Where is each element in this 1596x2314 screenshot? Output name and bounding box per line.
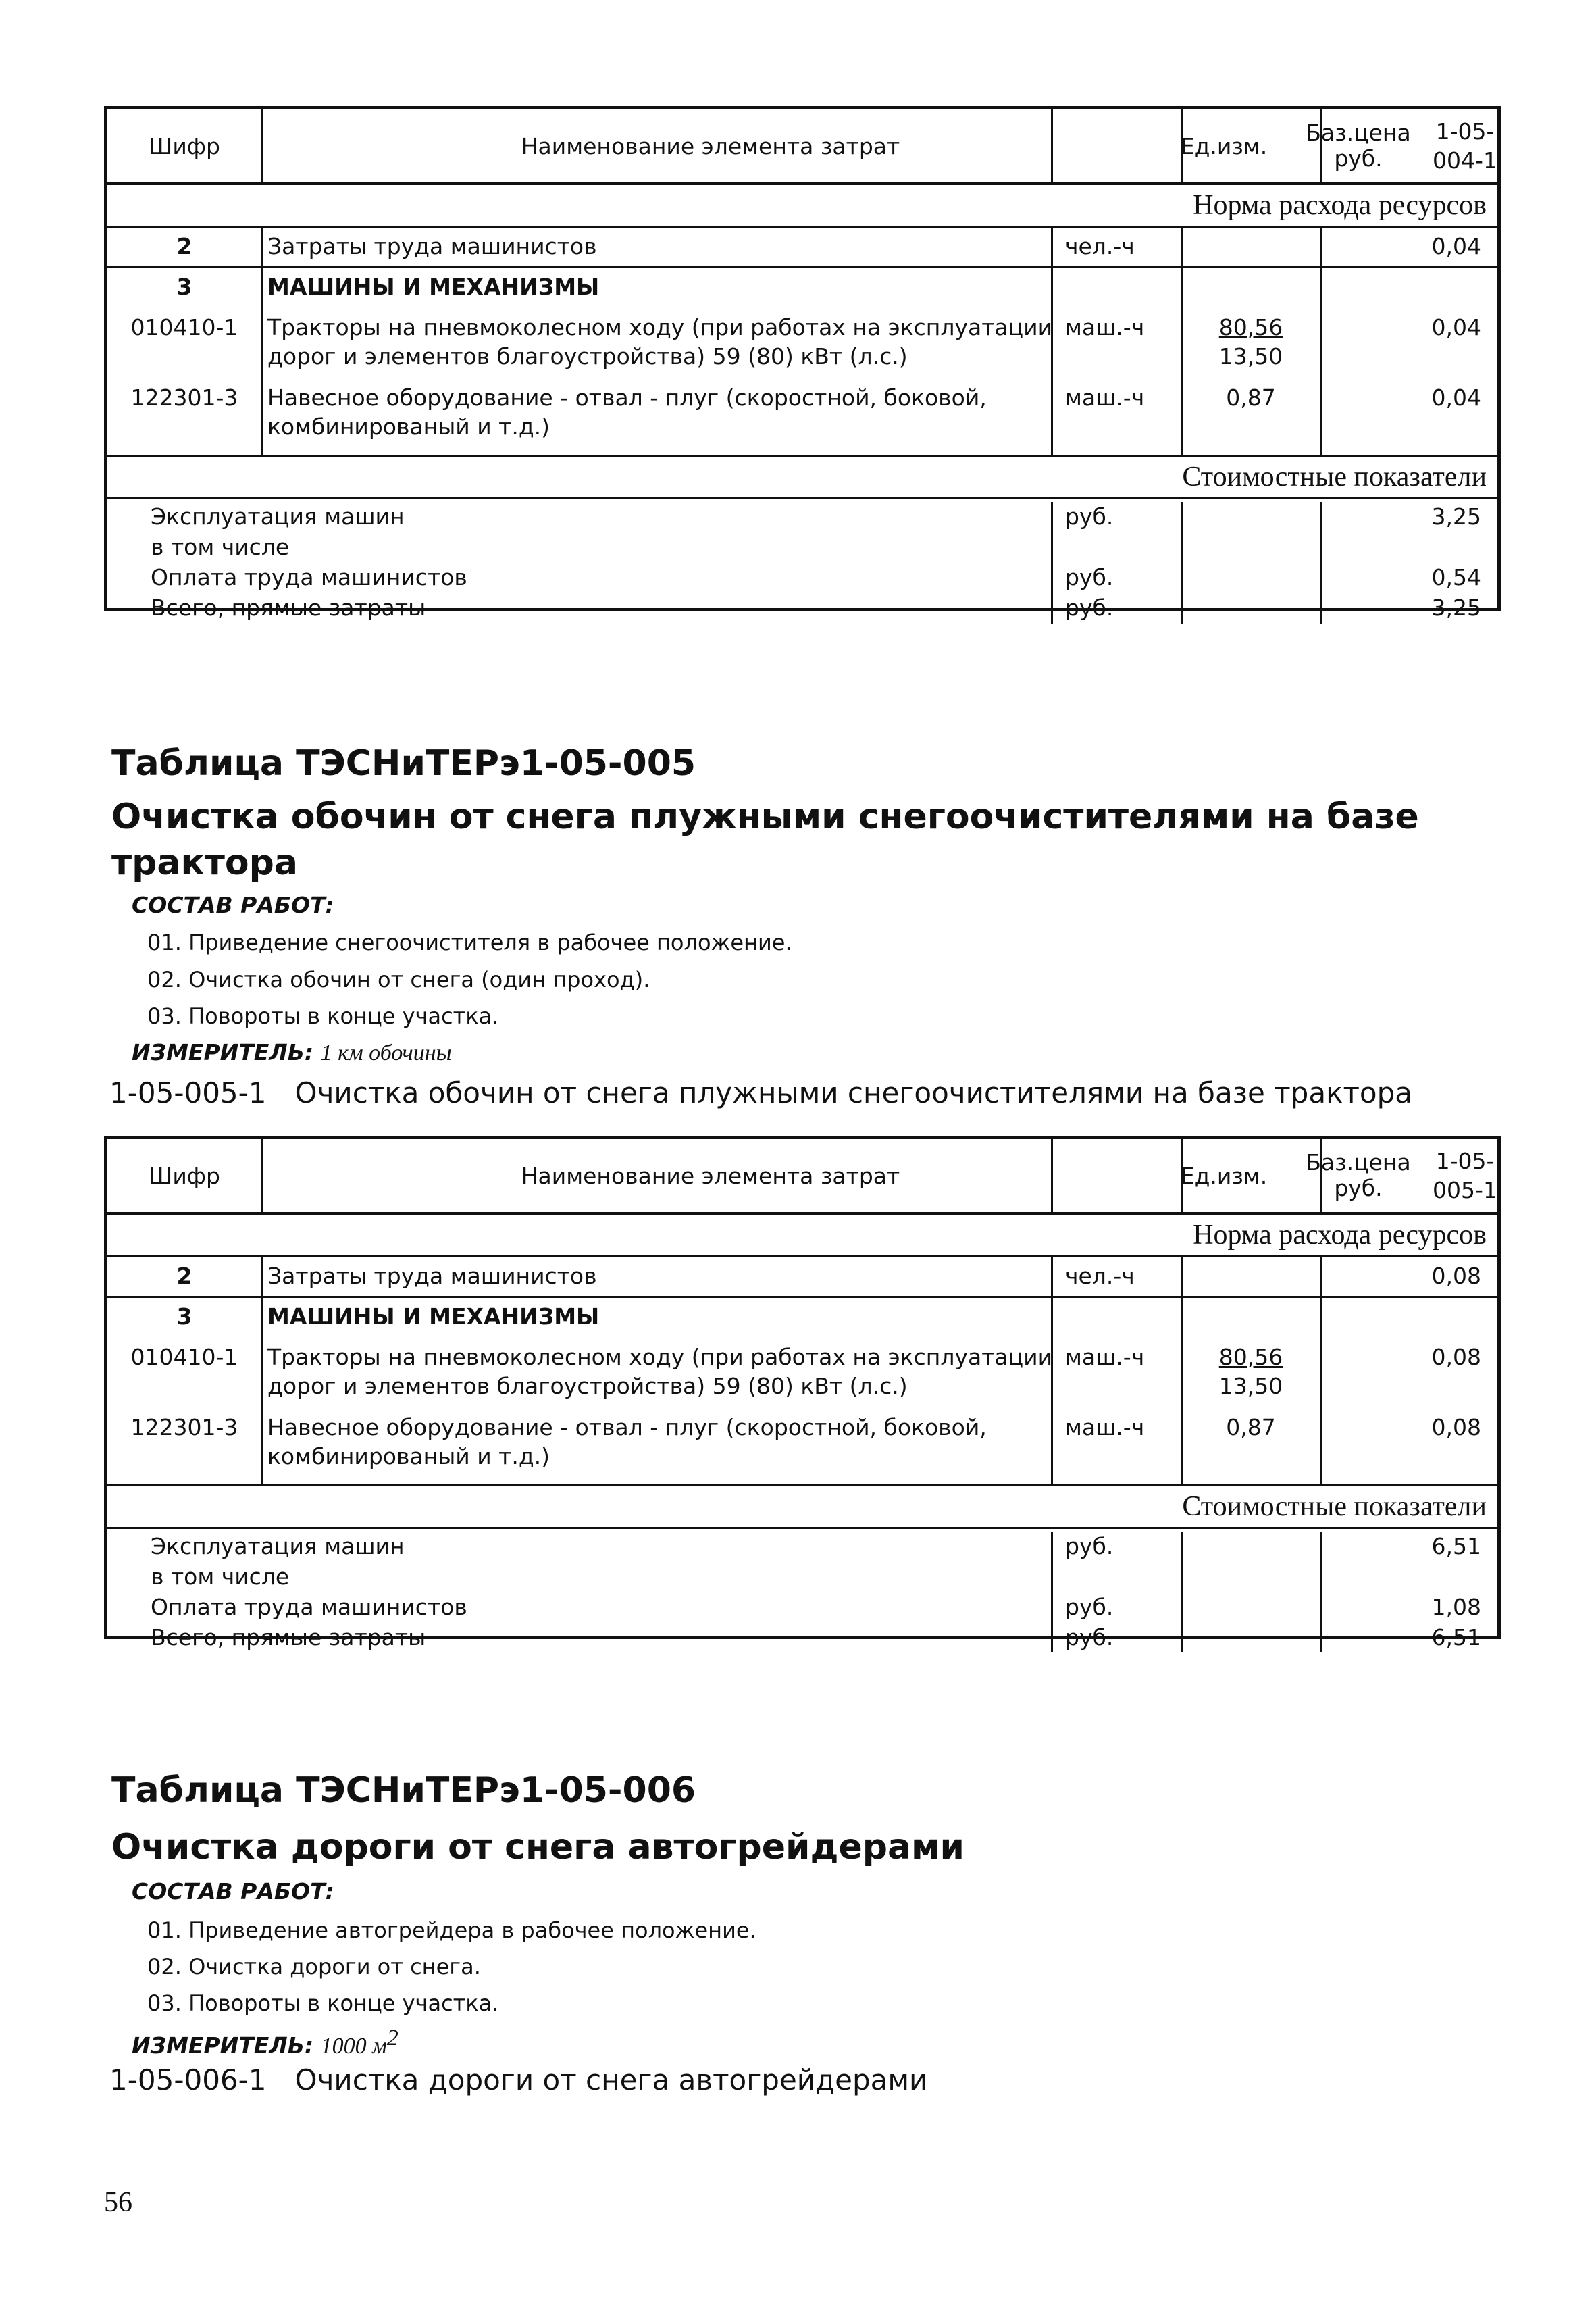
header-code: Шифр xyxy=(149,132,220,159)
table-row: 2 Затраты труда машинистов чел.-ч 0,04 xyxy=(107,228,1497,268)
measure-line xyxy=(132,1039,452,1066)
band-cost-indicators: Стоимостные показатели xyxy=(107,457,1497,499)
list-item: 02. Очистка дороги от снега. xyxy=(147,1954,481,1980)
resource-table-1-05-004-1 xyxy=(104,106,1501,621)
list-item: 01. Приведение автогрейдера в рабочее положение. xyxy=(147,1917,756,1943)
measure-label: ИЗМЕРИТЕЛЬ: xyxy=(132,1039,314,1065)
norm-name: Очистка дороги от снега автогрейдерами xyxy=(294,2063,928,2096)
table-row-machines: 3 МАШИНЫ И МЕХАНИЗМЫ 010410-1 Тракторы на пневмоколесном ходу (при работах на эксплуатации дорог и элементов благоустройства) 59 (80) кВт (л.с.) маш.-ч 80,56 13,50 0,04 122301-3 Навесное оборудование - отвал - плуг (скоростной, боковой, комбинированый и т.д.) маш.-ч 0,87 0,04 xyxy=(107,268,1497,457)
table-row-machines: 3 МАШИНЫ И МЕХАНИЗМЫ 010410-1 Тракторы на пневмоколесном ходу (при работах на эксплуатации дорог и элементов благоустройства) 59 (80) кВт (л.с.) маш.-ч 80,56 13,50 0,08 122301-3 Навесное оборудование - отвал - плуг (скоростной, боковой, комбинированый и т.д.) маш.-ч 0,87 0,08 xyxy=(107,1298,1497,1486)
list-item: 03. Повороты в конце участка. xyxy=(147,1003,499,1029)
norm-line xyxy=(109,2063,927,2096)
header-price: Баз.цена руб. xyxy=(1306,120,1411,172)
cost-block: Эксплуатация машин руб. 3,25 в том числе Оплата труда машинистов руб. 0,54 Всего, прямые затраты руб. 3,25 xyxy=(107,502,1497,624)
resource-table-1-05-005-1 xyxy=(104,1136,1501,1651)
band-cost-indicators: Стоимостные показатели xyxy=(107,1486,1497,1529)
header-norm-code: 1-05-004-1 xyxy=(1433,118,1497,174)
measure-value: 1 км обочины xyxy=(320,1040,452,1065)
norm-name: Очистка обочин от снега плужными снегоочистителями на базе трактора xyxy=(294,1076,1412,1109)
header-name: Наименование элемента затрат xyxy=(521,132,900,159)
header-unit: Ед.изм. xyxy=(1180,132,1268,159)
header-price: Баз.цена руб. xyxy=(1306,1149,1411,1201)
norm-line xyxy=(109,1076,1412,1109)
list-item: 02. Очистка обочин от снега (один проход). xyxy=(147,967,650,992)
page-number: 56 xyxy=(104,2187,132,2218)
table-header xyxy=(107,1139,1497,1215)
composition-label: СОСТАВ РАБОТ: xyxy=(132,1878,334,1905)
header-code: Шифр xyxy=(149,1162,220,1189)
header-name: Наименование элемента затрат xyxy=(521,1162,900,1189)
section-heading: Очистка обочин от снега плужными снегоочистителями на базе трактора xyxy=(111,797,1419,883)
norm-code: 1-05-006-1 xyxy=(109,2063,267,2096)
band-resource-norm: Норма расхода ресурсов xyxy=(107,185,1497,228)
section-heading: Очистка дороги от снега автогрейдерами xyxy=(111,1827,964,1867)
table-title: Таблица ТЭСНиТЕРэ1-05-005 xyxy=(111,743,696,784)
header-unit: Ед.изм. xyxy=(1180,1162,1268,1189)
table-title: Таблица ТЭСНиТЕРэ1-05-006 xyxy=(111,1770,696,1811)
measure-value: 1000 м xyxy=(320,2034,387,2059)
norm-code: 1-05-005-1 xyxy=(109,1076,267,1109)
list-item: 03. Повороты в конце участка. xyxy=(147,1990,499,2016)
measure-exponent: 2 xyxy=(386,2026,398,2051)
band-resource-norm: Норма расхода ресурсов xyxy=(107,1215,1497,1257)
list-item: 01. Приведение снегоочистителя в рабочее положение. xyxy=(147,930,792,955)
header-norm-code: 1-05-005-1 xyxy=(1433,1148,1497,1203)
table-row: 2 Затраты труда машинистов чел.-ч 0,08 xyxy=(107,1257,1497,1298)
measure-line xyxy=(132,2026,398,2059)
table-header xyxy=(107,109,1497,185)
cost-block: Эксплуатация машин руб. 6,51 в том числе Оплата труда машинистов руб. 1,08 Всего, прямые затраты руб. 6,51 xyxy=(151,1533,1481,1651)
measure-label: ИЗМЕРИТЕЛЬ: xyxy=(132,2032,314,2059)
composition-label: СОСТАВ РАБОТ: xyxy=(132,892,334,918)
